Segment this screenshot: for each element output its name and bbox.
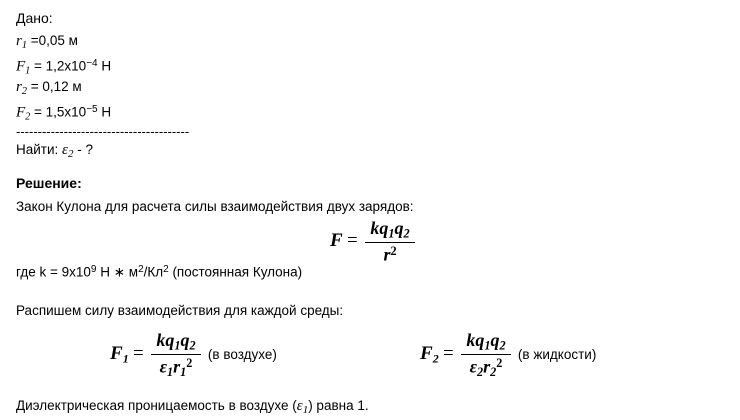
given-rest-4: = 1,5x10: [30, 104, 87, 120]
closing-line: [16, 398, 369, 418]
liquid-numerator: [461, 330, 510, 355]
main-formula-lhs: F: [330, 229, 343, 251]
main-formula-fraction: [365, 218, 414, 266]
liquid-lhs: F: [420, 343, 433, 365]
given-rest-2: = 1,2x10: [30, 58, 87, 74]
air-note: (в воздухе): [207, 347, 277, 363]
find-label: Найти:: [16, 142, 63, 157]
air-lhs: F: [110, 343, 123, 365]
given-symbol-4: F: [16, 104, 26, 121]
air-num-index-1: 1: [174, 338, 181, 353]
closing-eps-index: 1: [302, 404, 309, 417]
air-numerator: [151, 330, 200, 355]
liquid-den-r-index: 2: [490, 365, 497, 380]
air-num-kq: kq: [156, 330, 175, 350]
liquid-den-eps-index: 2: [477, 365, 484, 380]
air-fraction: [151, 330, 200, 380]
main-formula-equals: =: [346, 229, 363, 251]
constant-m: м: [125, 264, 139, 280]
given-heading: Дано:: [16, 10, 53, 26]
den-exp: 2: [390, 244, 397, 259]
closing-text-1: Диэлектрическая проницаемость в воздухе (: [16, 398, 297, 413]
liquid-num-index-2: 2: [499, 338, 506, 353]
main-formula: [330, 218, 418, 266]
given-exp-2: −4: [86, 58, 98, 69]
num-q2: q: [394, 218, 404, 238]
find-tail: - ?: [73, 142, 93, 157]
find-symbol: ε: [62, 142, 68, 158]
liquid-den-r-exp: 2: [496, 356, 503, 371]
liquid-equals: =: [442, 343, 459, 365]
constant-kl-exp: 2: [163, 264, 169, 275]
air-den-eps: ε: [159, 356, 168, 377]
constant-star: ∗: [113, 264, 126, 280]
constant-mid: Н: [96, 264, 114, 280]
find-index: 2: [67, 148, 74, 161]
given-rest-3: = 0,12 м: [26, 79, 82, 94]
given-index-2: 1: [25, 65, 31, 77]
given-index-4: 2: [25, 111, 31, 123]
constant-note: [16, 262, 302, 281]
given-item-4: [16, 102, 111, 125]
formula-liquid: [420, 330, 596, 380]
liquid-denominator: [461, 355, 510, 380]
num-index-1: 1: [388, 226, 395, 241]
liquid-fraction: [461, 330, 510, 380]
air-den-r-index: 1: [180, 365, 187, 380]
air-denominator: [151, 355, 200, 380]
constant-suffix: (постоянная Кулона): [168, 264, 303, 280]
main-formula-denominator: [365, 243, 414, 266]
given-symbol-1: r: [16, 33, 22, 49]
liquid-lhs-index: 2: [432, 351, 439, 366]
air-lhs-index: 1: [122, 351, 129, 366]
given-item-3: [16, 79, 82, 100]
air-den-r-exp: 2: [186, 356, 193, 371]
liquid-den-r: r: [483, 356, 491, 377]
given-rest-1: =0,05 м: [26, 33, 78, 48]
constant-exp: 9: [90, 264, 97, 275]
separator-line: ----------------------------------------: [16, 124, 190, 139]
air-den-r: r: [173, 356, 181, 377]
liquid-num-kq: kq: [466, 330, 485, 350]
given-exp-4: −5: [86, 104, 98, 115]
liquid-note: (в жидкости): [517, 347, 597, 363]
air-num-q2: q: [180, 330, 190, 350]
coulomb-intro: Закон Кулона для расчета силы взаимодействия двух зарядов:: [16, 199, 414, 214]
num-kq: kq: [370, 218, 389, 238]
closing-eps: ε: [296, 398, 303, 414]
main-formula-numerator: [365, 218, 414, 243]
formula-air: [110, 330, 277, 380]
given-item-1: [16, 33, 78, 54]
given-symbol-2: F: [16, 58, 26, 75]
given-index-3: 2: [21, 85, 27, 97]
liquid-num-index-1: 1: [484, 338, 491, 353]
solution-heading: Решение:: [16, 175, 82, 191]
closing-text-2: ) равна 1.: [308, 398, 369, 413]
air-num-index-2: 2: [189, 338, 196, 353]
constant-m-exp: 2: [138, 264, 144, 275]
given-tail-4: Н: [97, 104, 112, 120]
liquid-den-eps: ε: [469, 356, 478, 377]
air-den-eps-index: 1: [167, 365, 174, 380]
given-tail-2: Н: [97, 58, 112, 74]
liquid-num-q2: q: [490, 330, 500, 350]
air-equals: =: [132, 343, 149, 365]
constant-prefix: где k = 9x10: [16, 264, 91, 280]
given-item-2: [16, 56, 111, 79]
constant-slash: /Кл: [143, 264, 164, 280]
media-intro: Распишем силу взаимодействия для каждой среды:: [16, 303, 344, 318]
den-r: r: [383, 244, 391, 265]
num-index-2: 2: [403, 226, 410, 241]
given-symbol-3: r: [16, 79, 22, 95]
given-index-1: 1: [21, 39, 27, 51]
find-line: [16, 142, 93, 162]
